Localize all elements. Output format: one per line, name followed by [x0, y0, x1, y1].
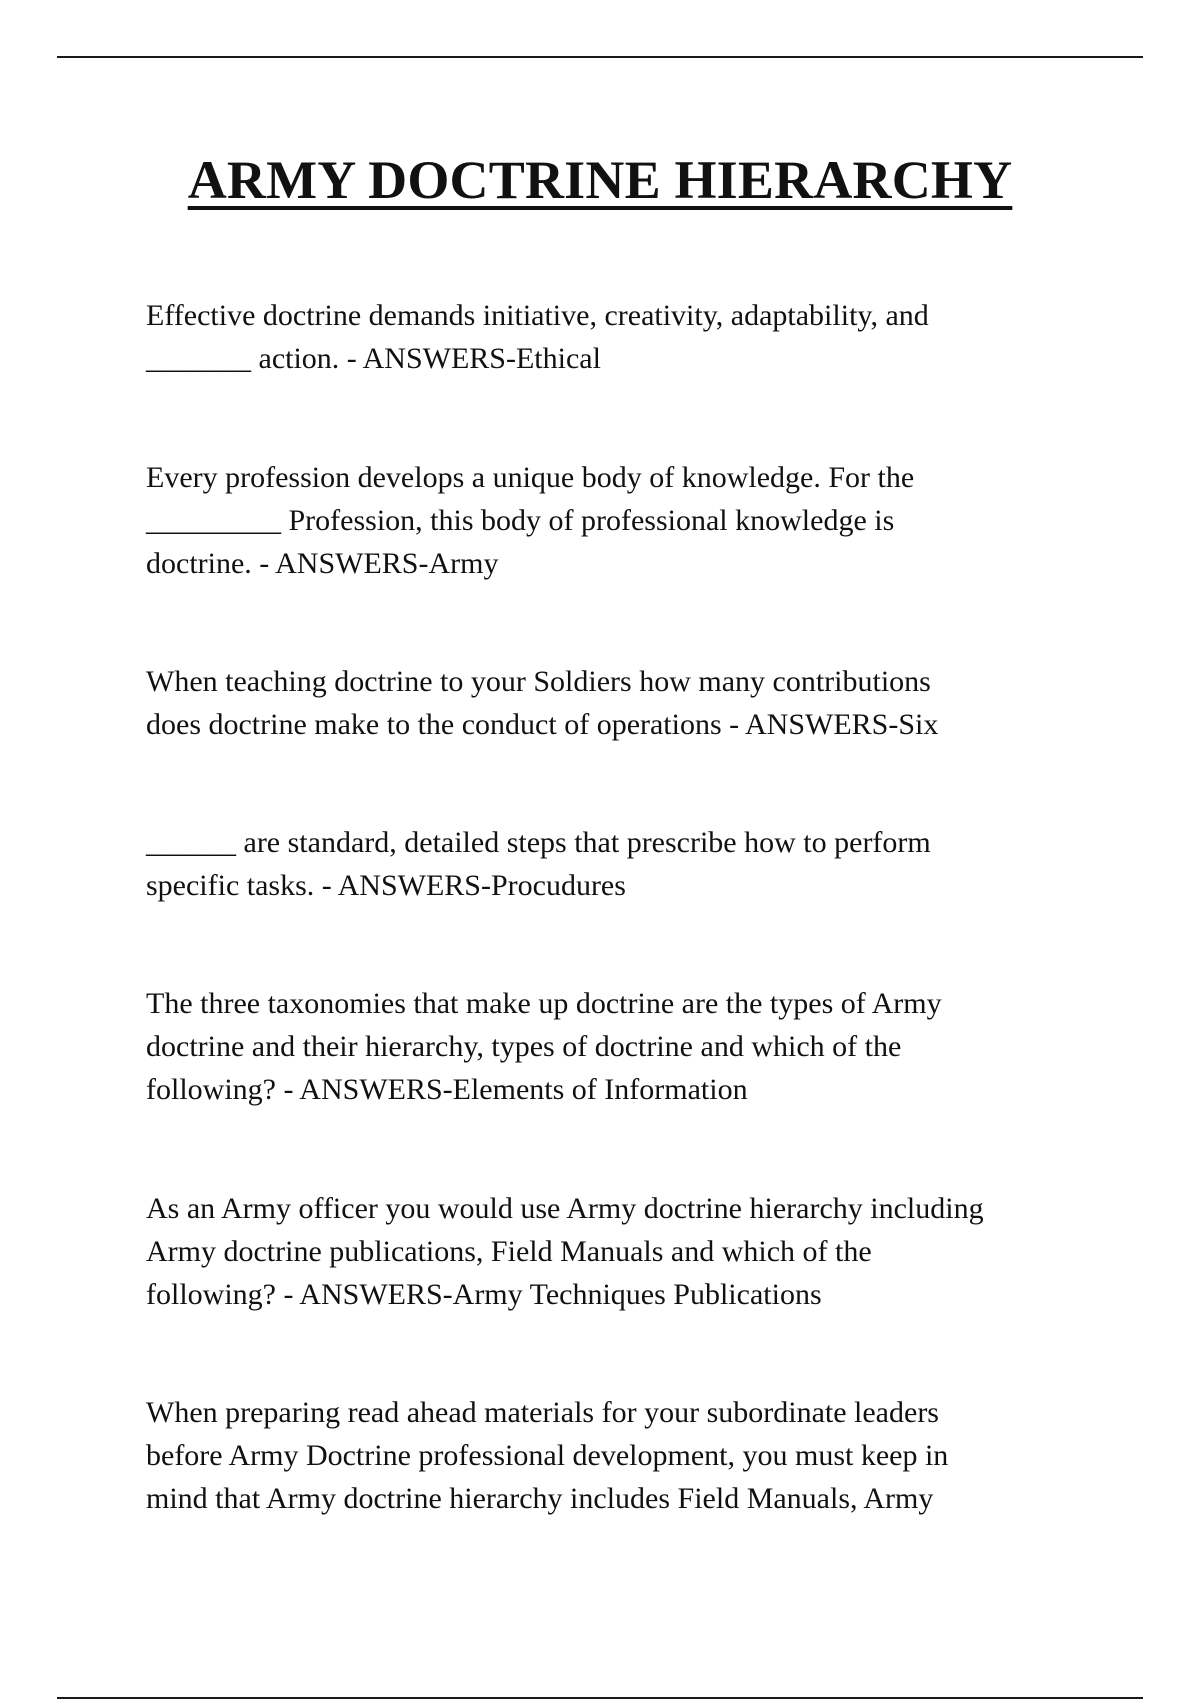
question-6: As an Army officer you would use Army doctrine hierarchy including Army doctrine publications, Field Manuals and which of the following? - ANSWERS-Army Techniques Publications: [146, 1192, 984, 1311]
page-title-text: ARMY DOCTRINE HIERARCHY: [187, 150, 1013, 210]
question-1: Effective doctrine demands initiative, creativity, adaptability, and _______ action. - ANSWERS-Ethical: [146, 299, 929, 375]
question-4: ______ are standard, detailed steps that prescribe how to perform specific tasks. - ANSWERS-Procudures: [146, 826, 931, 902]
page-title: [0, 148, 1200, 212]
question-2: Every profession develops a unique body of knowledge. For the _________ Profession, this body of professional knowledge is doctrine. - ANSWERS-Army: [146, 461, 915, 580]
bottom-rule: [57, 1697, 1143, 1699]
top-rule: [57, 56, 1143, 58]
question-5: The three taxonomies that make up doctrine are the types of Army doctrine and their hierarchy, types of doctrine and which of the following? - ANSWERS-Elements of Information: [146, 987, 942, 1106]
question-3: When teaching doctrine to your Soldiers how many contributions does doctrine make to the conduct of operations - ANSWERS-Six: [146, 665, 939, 741]
question-7: When preparing read ahead materials for your subordinate leaders before Army Doctrine professional development, you must keep in mind that Army doctrine hierarchy includes Field Manuals, Army: [146, 1396, 949, 1515]
